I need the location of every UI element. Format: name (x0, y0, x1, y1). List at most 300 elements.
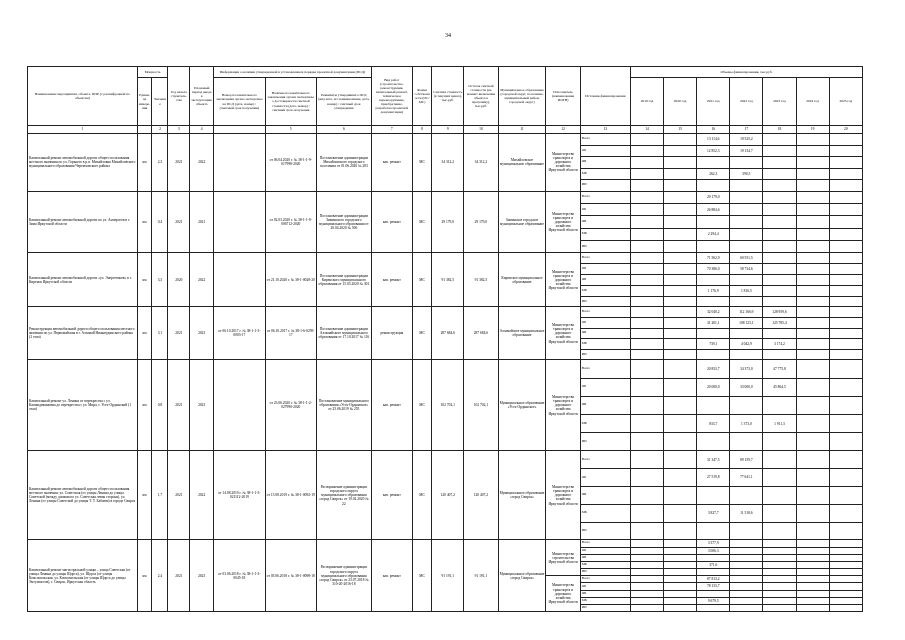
object-approval: Постановление администрации Киренского муниципального образования от 15.03.2020 № 301 (316, 253, 371, 307)
funding-2024 (796, 605, 829, 612)
funding-2022 (730, 590, 763, 597)
funding-2022: 1 373,0 (730, 414, 763, 432)
funding-2020 (664, 605, 697, 612)
object-ownership: МС (412, 134, 431, 192)
funding-2024 (796, 134, 829, 146)
funding-2019 (630, 583, 663, 590)
object-conclusion: от 06.10.2017 г. № 38-1-1-3-0003-17 (214, 307, 265, 360)
object-conclusion: от 03.06.2018 г. № 38-1-1-3-0045-18 (214, 540, 265, 612)
object-remaining-cost: 120 407,2 (464, 451, 498, 540)
funding-2022: 1 816,5 (730, 285, 763, 296)
object-cost-conclusion: от 05.06.2018 г. № 38-1-0098-18 (265, 540, 316, 612)
funding-2023: 45 864,5 (763, 378, 796, 396)
funding-source: ОБ (580, 583, 630, 590)
funding-2019 (630, 296, 663, 307)
funding-source: ОБ (580, 203, 630, 215)
funding-2024 (796, 540, 829, 547)
funding-2019 (630, 414, 663, 432)
funding-2025 (829, 307, 862, 318)
column-number: 18 (763, 126, 796, 134)
funding-2021 (697, 522, 730, 540)
funding-2020 (664, 296, 697, 307)
object-year-end: 2023 (190, 307, 214, 360)
object-ownership: МС (412, 360, 431, 451)
funding-2025 (829, 590, 862, 597)
column-number: 20 (829, 126, 862, 134)
funding-2019 (630, 569, 663, 576)
funding-2024 (796, 590, 829, 597)
funding-2025 (829, 191, 862, 203)
funding-2021: 31 347,5 (697, 451, 730, 469)
funding-2020 (664, 203, 697, 215)
funding-2022 (730, 328, 763, 339)
column-number: 9 (432, 126, 464, 134)
funding-2019 (630, 522, 663, 540)
column-number: 5 (265, 126, 316, 134)
object-value: 2,3 (152, 134, 168, 192)
header-unit: Едини-ца измере-ния (137, 78, 152, 126)
funding-source: ОБ (580, 547, 630, 554)
funding-2024 (796, 253, 829, 264)
funding-2025 (829, 561, 862, 568)
funding-2022 (730, 228, 763, 240)
funding-2023 (763, 522, 796, 540)
funding-2022 (730, 191, 763, 203)
funding-2021: 262,3 (697, 168, 730, 180)
object-work-type: кап. ремонт (371, 360, 412, 451)
funding-2023 (763, 576, 796, 583)
funding-2023 (763, 583, 796, 590)
funding-2020 (664, 275, 697, 286)
funding-2025 (829, 168, 862, 180)
object-executor: Министерство транспорта и дорожного хозяйства Иркутской области (546, 576, 580, 612)
object-conclusion (214, 253, 265, 307)
funding-2020 (664, 191, 697, 203)
funding-2024 (796, 168, 829, 180)
funding-2023 (763, 285, 796, 296)
funding-2024 (796, 180, 829, 192)
funding-2022 (730, 433, 763, 451)
table-row (28, 253, 863, 264)
funding-2023 (763, 396, 796, 414)
column-number: 11 (498, 126, 546, 134)
funding-2021 (697, 605, 730, 612)
funding-2024 (796, 504, 829, 522)
funding-2022: 58 734,6 (730, 264, 763, 275)
object-name: Капитальный ремонт автомобильной дороги «ул. Энергетиков» в г. Киренск Иркутской области (28, 253, 138, 307)
funding-2021 (697, 433, 730, 451)
header-remaining-cost: Остаток сметной стоимости (на момент включения объекта в программу), тыс.руб. (464, 67, 498, 126)
funding-source: ОБ (580, 469, 630, 487)
funding-source: Всего (580, 360, 630, 378)
funding-2019 (630, 180, 663, 192)
funding-2021 (697, 590, 730, 597)
column-number: 14 (630, 126, 663, 134)
header-approval: Реквизиты утвердившего ПСД (вид акта, его наименование, дата, номер) / сметный срок утверждения (316, 78, 371, 126)
funding-2025 (829, 378, 862, 396)
object-remaining-cost: 287 684,6 (464, 307, 498, 360)
object-estimate-cost: 102 702,1 (432, 360, 464, 451)
funding-2021: 31 201,1 (697, 318, 730, 329)
page-number: 34 (445, 33, 451, 39)
funding-2019 (630, 576, 663, 583)
funding-source: ОБ (580, 145, 630, 157)
funding-2020 (664, 576, 697, 583)
object-executor: Министерство транспорта и дорожного хозяйства Иркутской области (546, 191, 580, 253)
header-year-2025: 2025 год (829, 78, 862, 126)
object-estimate-cost: 120 407,2 (432, 451, 464, 540)
funding-2021: 27 519,8 (697, 469, 730, 487)
object-unit: км (137, 191, 152, 253)
object-estimate-cost: 287 684,6 (432, 307, 464, 360)
object-work-type: кап. ремонт (371, 191, 412, 253)
object-value: 1,7 (152, 451, 168, 540)
object-year-end: 2022 (190, 253, 214, 307)
object-value: 0,4 (152, 191, 168, 253)
funding-2019 (630, 597, 663, 604)
funding-2022 (730, 569, 763, 576)
header-value: Значение (152, 78, 168, 126)
funding-2024 (796, 469, 829, 487)
funding-2019 (630, 145, 663, 157)
funding-2019 (630, 307, 663, 318)
funding-2024 (796, 414, 829, 432)
funding-2020 (664, 469, 697, 487)
funding-2021: 13 114,6 (697, 134, 730, 146)
funding-2020 (664, 349, 697, 360)
funding-2024 (796, 486, 829, 504)
object-unit: км (137, 134, 152, 192)
funding-2020 (664, 360, 697, 378)
funding-source: ОБ (580, 378, 630, 396)
object-municipality: Муниципальное образование «Усть-Ордынское» (498, 360, 546, 451)
header-year-2023: 2023 год (763, 78, 796, 126)
header-year-2020: 2020 год (664, 78, 697, 126)
funding-2025 (829, 597, 862, 604)
header-positive-conclusion: Номер положительного заключения органа экспертизы на ПСД (дата, номер) / (сметный срок получения) (214, 78, 265, 126)
header-name: Наименование мероприятия, объекта, ППР (с расшифровкой по объектам) (28, 67, 138, 126)
object-estimate-cost: 91 191,1 (432, 540, 464, 612)
object-unit: км (137, 253, 152, 307)
funding-2022 (730, 296, 763, 307)
column-number: 8 (412, 126, 431, 134)
funding-2022: 112 166,9 (730, 307, 763, 318)
funding-2023: 128 959,6 (763, 307, 796, 318)
header-cost-conclusion: Наличие положительного заключения органа экспертизы о достоверности сметной стоимости (дата, номер) / сметный срок получения (265, 78, 316, 126)
funding-2020 (664, 241, 697, 253)
funding-source: ИИ (580, 180, 630, 192)
funding-2024 (796, 349, 829, 360)
object-name: Капитальный ремонт автомобильной дороги общего пользования местного значения: ул. Советская (от улицы Ленина до улицы Советской (между домами по ул. Советская левая сторона), ул. Ленина (от улицы Советской до улицы Т. Т. Бабаева) в городе Свирск (28, 451, 138, 540)
funding-2020 (664, 504, 697, 522)
funding-2020 (664, 307, 697, 318)
funding-2025 (829, 157, 862, 169)
investment-table (27, 66, 863, 612)
funding-2025 (829, 583, 862, 590)
column-number: 2 (152, 126, 168, 134)
object-cost-conclusion: от 23.06.2020 г. № 38-1-1-2-027990-2020 (265, 360, 316, 451)
funding-2021: 29 179,0 (697, 191, 730, 203)
funding-2024 (796, 597, 829, 604)
funding-source: МБ (580, 285, 630, 296)
funding-2020 (664, 597, 697, 604)
funding-2025 (829, 145, 862, 157)
object-conclusion (214, 360, 265, 451)
funding-2023 (763, 228, 796, 240)
funding-2023 (763, 328, 796, 339)
object-approval: Постановление администрации Зиминского городского муниципального образования от 20.04.2020 № 506 (316, 191, 371, 253)
funding-2023 (763, 433, 796, 451)
column-number: 10 (464, 126, 498, 134)
object-name: Капитальный ремонт магистральной улицы – улица Советская (от улицы Ленина до улицы Щорса), ул. Щорса (от улицы Комсомольская, ул. Комсомольская (от улицы Щорса до улицы Энтузиастов), г. Свирск, Иркутская область (28, 540, 138, 612)
object-conclusion: от 14.08.2019 г. № 38-1-1-3-021112-2019 (214, 451, 265, 540)
object-name: Капитальный ремонт автомобильной дороги общего пользования местного значения по ул. Горького в р.п. Михайловка Михайловского муниципального образования Черемховского района (28, 134, 138, 192)
funding-2021: 739,1 (697, 339, 730, 350)
header-funding-source: Источник финансирования (580, 67, 630, 126)
funding-2022 (730, 275, 763, 286)
object-cost-conclusion: от 02.03.2020 г. № 38-1-1-9-006712-2020 (265, 191, 316, 253)
funding-2022: 60 551,5 (730, 253, 763, 264)
funding-2025 (829, 451, 862, 469)
funding-2019 (630, 168, 663, 180)
funding-2025 (829, 576, 862, 583)
funding-2024 (796, 360, 829, 378)
funding-2022: 11 518,6 (730, 504, 763, 522)
funding-2023: 47 775,8 (763, 360, 796, 378)
funding-2025 (829, 180, 862, 192)
funding-2025 (829, 134, 862, 146)
funding-2023 (763, 275, 796, 286)
funding-2023 (763, 168, 796, 180)
funding-2020 (664, 433, 697, 451)
funding-2025 (829, 349, 862, 360)
column-number: 4 (190, 126, 214, 134)
funding-2020 (664, 168, 697, 180)
object-estimate-cost: 29 179,0 (432, 191, 464, 253)
header-year-2024: 2024 год (796, 78, 829, 126)
object-executor: Министерство транспорта и дорожного хозяйства Иркутской области (546, 360, 580, 451)
object-ownership: МС (412, 191, 431, 253)
object-municipality: Муниципальное образование «город Свирск» (498, 540, 546, 612)
funding-2025 (829, 540, 862, 547)
funding-2024 (796, 547, 829, 554)
funding-2024 (796, 296, 829, 307)
funding-2024 (796, 241, 829, 253)
funding-source: ИИ (580, 433, 630, 451)
funding-2025 (829, 264, 862, 275)
funding-2022 (730, 561, 763, 568)
object-executor: Министерство транспорта и дорожного хозяйства Иркутской области (546, 307, 580, 360)
funding-source: МБ (580, 168, 630, 180)
funding-2023 (763, 540, 796, 547)
funding-2025 (829, 569, 862, 576)
header-work-type: Вид работ (строительство, реконструкция, капитальный ремонт, техническое перевооружение, приобретение, разработка проектной документации) (371, 67, 412, 126)
object-ownership: МС (412, 253, 431, 307)
funding-2021: 70 386,0 (697, 264, 730, 275)
funding-2021: 12 852,3 (697, 145, 730, 157)
funding-2021: 20 000,0 (697, 378, 730, 396)
funding-2023 (763, 486, 796, 504)
object-year-start: 2021 (168, 360, 190, 451)
object-unit: км (137, 360, 152, 451)
funding-2019 (630, 547, 663, 554)
funding-source: ФБ (580, 328, 630, 339)
object-year-start: 2021 (168, 307, 190, 360)
object-year-start: 2021 (168, 191, 190, 253)
object-ownership: МС (412, 451, 431, 540)
funding-2019 (630, 328, 663, 339)
funding-2019 (630, 349, 663, 360)
funding-2019 (630, 590, 663, 597)
funding-2025 (829, 296, 862, 307)
object-municipality: Киренское муниципальное образование (498, 253, 546, 307)
funding-2024 (796, 339, 829, 350)
column-number (214, 126, 265, 134)
funding-2023 (763, 569, 796, 576)
funding-2021: 3 377,9 (697, 540, 730, 547)
funding-2024 (796, 216, 829, 228)
funding-2019 (630, 433, 663, 451)
funding-source: ФБ (580, 486, 630, 504)
column-number: 6 (316, 126, 371, 134)
funding-2024 (796, 522, 829, 540)
funding-2019 (630, 191, 663, 203)
funding-source: Всего (580, 134, 630, 146)
table-row (28, 360, 863, 378)
funding-2025 (829, 228, 862, 240)
funding-2022: 34 373,0 (730, 360, 763, 378)
funding-2020 (664, 561, 697, 568)
funding-2021 (697, 296, 730, 307)
funding-2021: 833,7 (697, 414, 730, 432)
column-number (137, 126, 152, 134)
funding-2023 (763, 561, 796, 568)
funding-2024 (796, 203, 829, 215)
funding-source: МБ (580, 561, 630, 568)
funding-2022 (730, 396, 763, 414)
funding-2019 (630, 451, 663, 469)
funding-2023 (763, 504, 796, 522)
funding-2022 (730, 486, 763, 504)
header-year-start: Год начала строитель-ства (168, 67, 190, 126)
funding-2023 (763, 241, 796, 253)
funding-2022 (730, 583, 763, 590)
funding-2023 (763, 590, 796, 597)
funding-2022 (730, 540, 763, 547)
object-executor: Министерство транспорта и дорожного хозяйства Иркутской области (546, 253, 580, 307)
funding-2021: 9 679,5 (697, 597, 730, 604)
funding-2024 (796, 451, 829, 469)
object-name: Реконструкция автомобильной дороги общего пользования местного значения по ул. Первомайская в г. Алзамай Нижнеудинского района (2 этап) (28, 307, 138, 360)
funding-source: ФБ (580, 275, 630, 286)
header-plan-period: Плановый период ввода в эксплуатацию объекта (190, 67, 214, 126)
funding-2020 (664, 540, 697, 547)
funding-2022: 4 042,9 (730, 339, 763, 350)
funding-2024 (796, 157, 829, 169)
object-approval: Постановление муниципального образования «Усть-Ордынское» от 25.06.2019 № 255 (316, 360, 371, 451)
funding-2023 (763, 547, 796, 554)
object-unit: км (137, 451, 152, 540)
funding-2022 (730, 554, 763, 561)
object-value: 3,3 (152, 253, 168, 307)
funding-2025 (829, 203, 862, 215)
funding-2024 (796, 191, 829, 203)
funding-source: ИИ (580, 241, 630, 253)
funding-2021: 26 884,6 (697, 203, 730, 215)
funding-2023 (763, 451, 796, 469)
funding-2019 (630, 486, 663, 504)
funding-2019 (630, 378, 663, 396)
funding-2019 (630, 339, 663, 350)
funding-2022: 19 134,7 (730, 145, 763, 157)
funding-2024 (796, 378, 829, 396)
object-work-type: реконструкция (371, 307, 412, 360)
funding-2025 (829, 328, 862, 339)
object-year-end: 2022 (190, 451, 214, 540)
funding-source: ФБ (580, 216, 630, 228)
funding-source: ИИ (580, 522, 630, 540)
funding-2022 (730, 522, 763, 540)
object-approval: Распоряжение администрации городского округа муниципального образования «город Свирск» от 23.07.2018 № 310-20-2016-18 (316, 540, 371, 612)
funding-2021: 3 827,7 (697, 504, 730, 522)
funding-2020 (664, 216, 697, 228)
table-row (28, 191, 863, 203)
funding-2020 (664, 328, 697, 339)
funding-2020 (664, 486, 697, 504)
funding-2020 (664, 134, 697, 146)
funding-2025 (829, 241, 862, 253)
funding-2025 (829, 433, 862, 451)
funding-2019 (630, 157, 663, 169)
funding-2023 (763, 191, 796, 203)
header-funding-group: Объемы финансирования, тыс.руб. (630, 67, 862, 78)
funding-2021 (697, 396, 730, 414)
funding-2023 (763, 253, 796, 264)
object-executor: Министерство транспорта и дорожного хозяйства Иркутской области (546, 134, 580, 192)
funding-2022 (730, 203, 763, 215)
funding-2025 (829, 547, 862, 554)
object-year-start: 2020 (168, 253, 190, 307)
object-name: Капитальный ремонт ул. Ленина от перекрестка с ул. Кашапдикиновна до перекрестка с ул. Мира, г. Усть-Ордынский (1 этап) (28, 360, 138, 451)
funding-2020 (664, 396, 697, 414)
funding-2021: 371,6 (697, 561, 730, 568)
funding-2023 (763, 145, 796, 157)
table-body (28, 134, 863, 612)
funding-2022: 77 641,1 (730, 469, 763, 487)
funding-2019 (630, 469, 663, 487)
funding-source: МБ (580, 597, 630, 604)
funding-2020 (664, 583, 697, 590)
funding-2020 (664, 339, 697, 350)
column-number: 15 (664, 126, 697, 134)
funding-2019 (630, 203, 663, 215)
table-row (28, 540, 863, 547)
funding-2022 (730, 605, 763, 612)
object-value: 3,1 (152, 307, 168, 360)
object-year-end: 2023 (190, 360, 214, 451)
object-municipality: Муниципальное образование «город Свирск» (498, 451, 546, 540)
object-value: 2,4 (152, 540, 168, 612)
funding-2019 (630, 253, 663, 264)
column-number: 7 (371, 126, 412, 134)
funding-source: ИИ (580, 569, 630, 576)
funding-2020 (664, 318, 697, 329)
funding-2023 (763, 597, 796, 604)
funding-2022: 89 159,7 (730, 451, 763, 469)
funding-source: ФБ (580, 157, 630, 169)
funding-2021: 78 133,7 (697, 583, 730, 590)
object-conclusion (214, 191, 265, 253)
